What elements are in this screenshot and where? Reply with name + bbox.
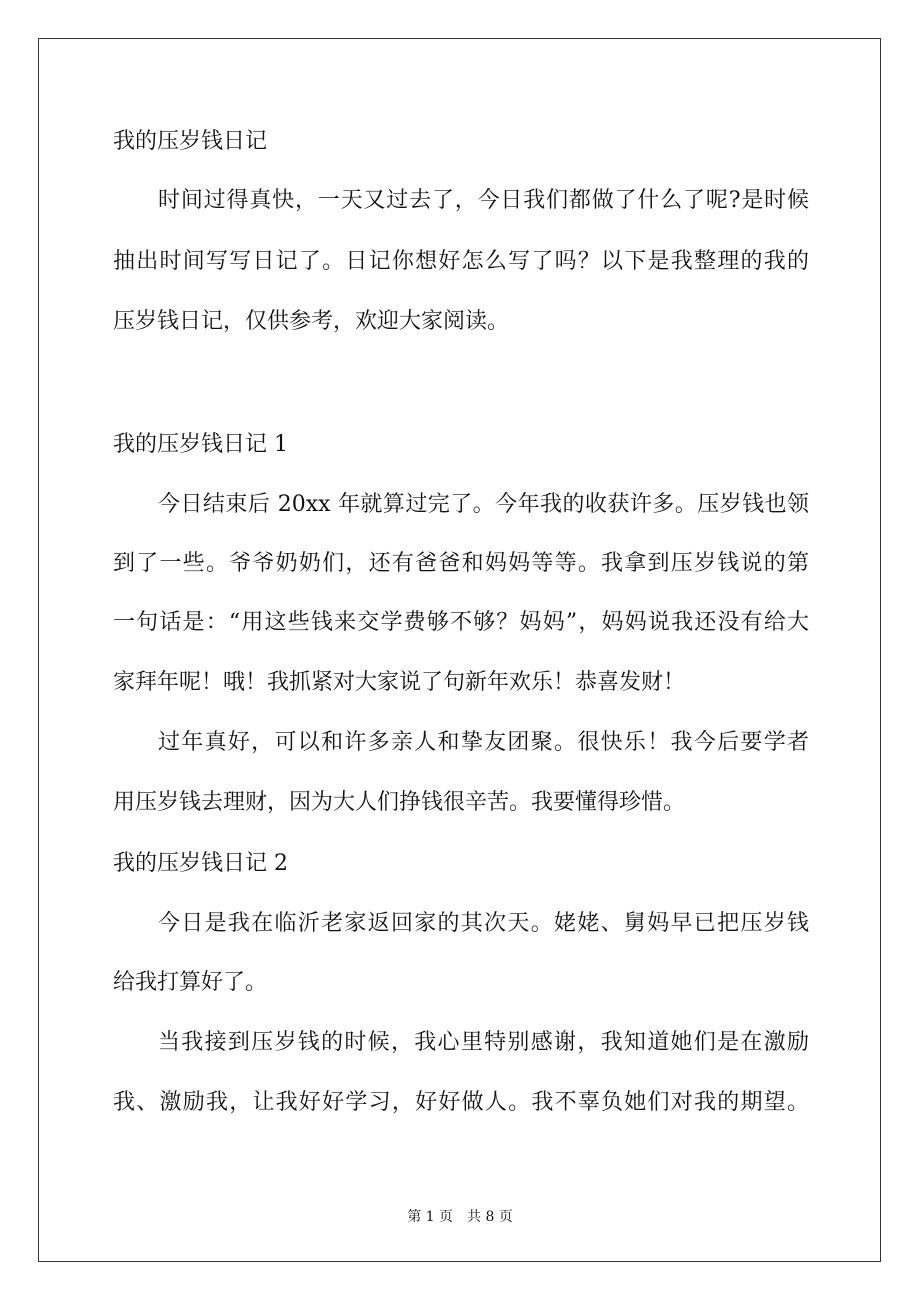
paragraph-line: 今日是我在临沂老家返回家的其次天。姥姥、舅妈早已把压岁钱 — [158, 911, 809, 936]
page-number-footer: 第 1 页 共 8 页 — [407, 1209, 513, 1225]
section-heading-1: 我的压岁钱日记 1 — [113, 432, 288, 457]
section-heading-2: 我的压岁钱日记 2 — [113, 851, 288, 876]
intro-line: 抽出时间写写日记了。日记你想好怎么写了吗？以下是我整理的我的 — [113, 249, 809, 274]
paragraph-line: 今日结束后 20xx 年就算过完了。今年我的收获许多。压岁钱也领 — [158, 492, 809, 517]
paragraph-line: 给我打算好了。 — [113, 970, 268, 995]
paragraph-line: 家拜年呢！哦！我抓紧对大家说了句新年欢乐！恭喜发财！ — [113, 670, 686, 695]
intro-line: 压岁钱日记，仅供参考，欢迎大家阅读。 — [113, 309, 510, 334]
paragraph-line: 过年真好，可以和许多亲人和挚友团聚。很快乐！我今后要学者 — [158, 730, 809, 755]
paragraph-line: 我、激励我，让我好好学习，好好做人。我不辜负她们对我的期望。 — [113, 1090, 809, 1115]
page-border — [38, 38, 881, 1262]
paragraph-line: 当我接到压岁钱的时候，我心里特别感谢，我知道她们是在激励 — [158, 1030, 809, 1055]
document-title: 我的压岁钱日记 — [113, 129, 268, 154]
paragraph-line: 用压岁钱去理财，因为大人们挣钱很辛苦。我要懂得珍惜。 — [113, 790, 686, 815]
intro-line: 时间过得真快，一天又过去了，今日我们都做了什么了呢?是时候 — [158, 188, 809, 213]
paragraph-line: 一句话是：“用这些钱来交学费够不够？妈妈”，妈妈说我还没有给大 — [113, 610, 809, 635]
paragraph-line: 到了一些。爷爷奶奶们，还有爸爸和妈妈等等。我拿到压岁钱说的第 — [113, 551, 809, 576]
